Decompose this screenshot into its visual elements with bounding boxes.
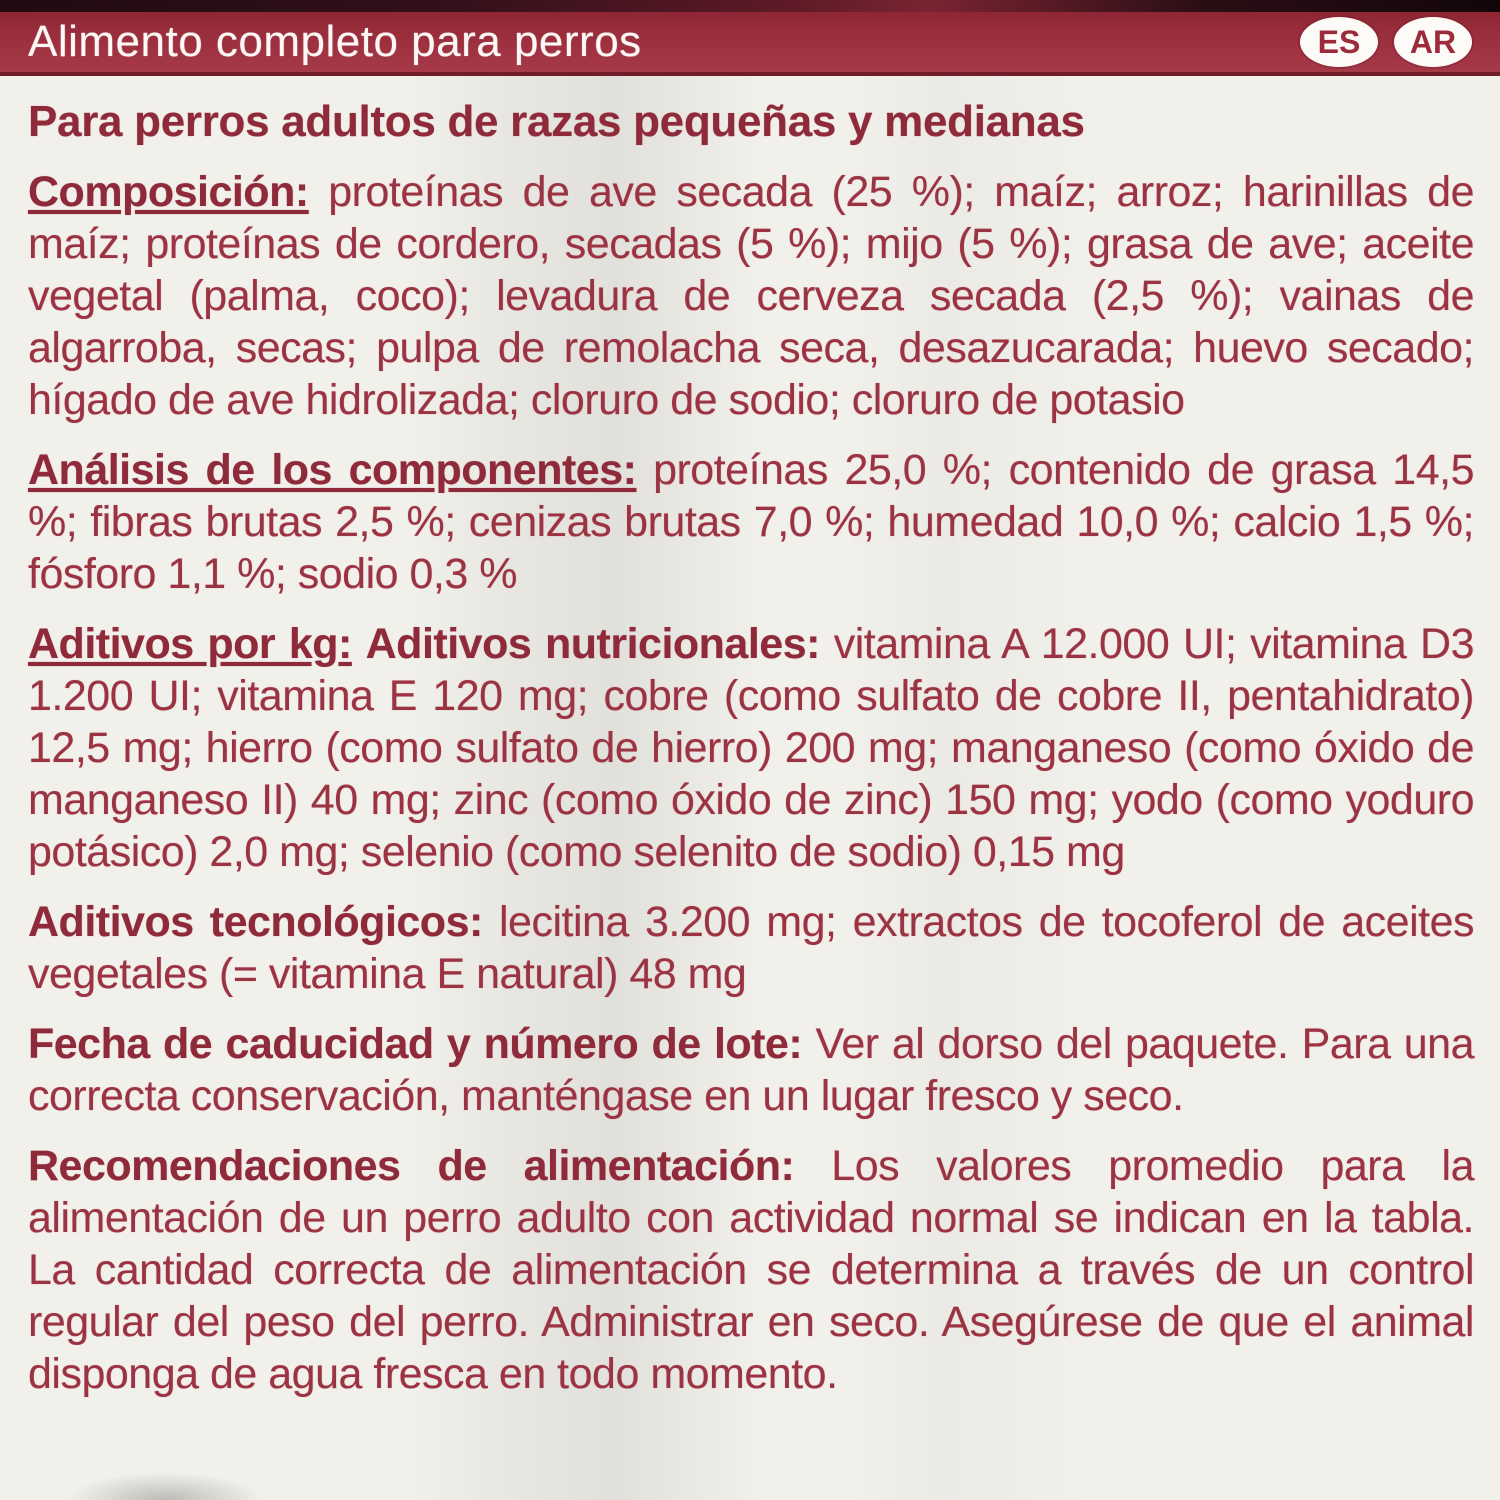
section-text: proteínas de ave secada (25 %); maíz; arroz; harinillas de maíz; proteínas de cordero, secadas (5 %); mijo (5 %); grasa de ave; aceite vegetal (palma, coco); levadura de cerveza secada (2,5 %); vainas de algarroba, secas; pulpa de remolacha seca, desazucarada; huevo secado; hígado de ave hidrolizada; cloruro de sodio; cloruro de potasio [28, 168, 1474, 424]
label-body [0, 96, 1500, 1400]
language-badges [1300, 17, 1472, 67]
section-text: lecitina 3.200 mg; extractos de tocoferol de aceites vegetales (= vitamina E natural) 48 mg [28, 898, 1475, 998]
section-analisis-componentes [28, 444, 1474, 600]
section-text: Los valores promedio para la alimentación de un perro adulto con actividad normal se indican en la tabla. La cantidad correcta de alimentación se determina a través de un control regular del peso del perro. Administrar en seco. Asegúrese de que el animal disponga de agua fresca en todo momento. [28, 1142, 1474, 1398]
section-label: Fecha de caducidad y número de lote: [28, 1020, 803, 1068]
section-aditivos-por-kg [28, 618, 1474, 878]
section-label: Análisis de los componentes: [28, 446, 637, 494]
section-recomendaciones [28, 1140, 1474, 1400]
section-label: Aditivos por kg: [28, 620, 352, 668]
subtitle: Para perros adultos de razas pequeñas y medianas [28, 97, 1085, 146]
section-label: Composición: [28, 168, 309, 216]
language-badge-es: ES [1300, 17, 1378, 67]
section-text: proteínas 25,0 %; contenido de grasa 14,5 %; fibras brutas 2,5 %; cenizas brutas 7,0 %; humedad 10,0 %; calcio 1,5 %; fósforo 1,1 %; sodio 0,3 % [28, 446, 1474, 598]
section-sublabel: Aditivos nutricionales: [365, 620, 820, 668]
header-bar [0, 12, 1500, 76]
section-label: Recomendaciones de alimentación: [28, 1142, 795, 1190]
section-composicion [28, 166, 1474, 426]
section-label: Aditivos tecnológicos: [28, 898, 483, 946]
section-text: Ver al dorso del paquete. Para una correcta conservación, manténgase en un lugar fresco y seco. [28, 1020, 1474, 1120]
header-title: Alimento completo para perros [28, 17, 642, 66]
language-badge-ar: AR [1394, 17, 1472, 67]
section-fecha-caducidad [28, 1018, 1474, 1122]
section-text: vitamina A 12.000 UI; vitamina D3 1.200 UI; vitamina E 120 mg; cobre (como sulfato de cobre II, pentahidrato) 12,5 mg; hierro (como sulfato de hierro) 200 mg; manganeso (como óxido de manganeso II) 40 mg; zinc (como óxido de zinc) 150 mg; yodo (como yoduro potásico) 2,0 mg; selenio (como selenito de sodio) 0,15 mg [28, 620, 1474, 876]
scan-edge-strip [0, 0, 1500, 12]
section-aditivos-tecnologicos [28, 896, 1474, 1000]
